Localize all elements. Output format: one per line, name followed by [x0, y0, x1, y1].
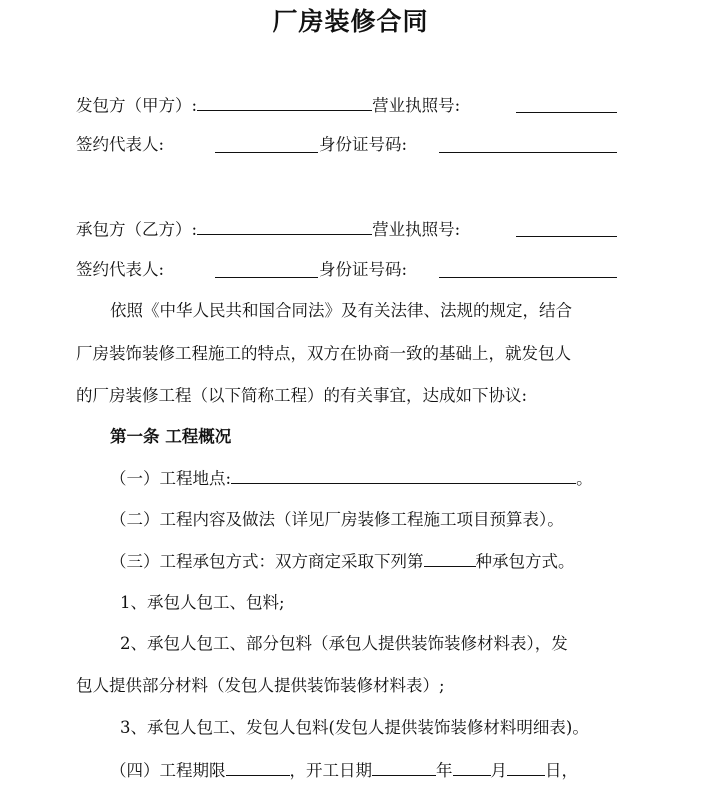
- party-b-name-blank: [197, 218, 372, 235]
- option-2-line-1: 2、承包人包工、部分包料（承包人提供装饰装修材料表），发: [120, 634, 568, 653]
- intro-line-3: 的厂房装修工程（以下简称工程）的有关事宜，达成如下协议:: [76, 386, 528, 405]
- party-b-license-label: 营业执照号:: [372, 220, 461, 239]
- party-b-rep-label: 签约代表人:: [76, 260, 165, 279]
- start-year-blank: [372, 759, 436, 776]
- party-b-id-blank: [439, 261, 617, 278]
- item3-pre: （三）工程承包方式：双方商定采取下列第: [110, 552, 424, 571]
- intro-line-2: 厂房装饰装修工程施工的特点，双方在协商一致的基础上，就发包人: [76, 344, 571, 363]
- article1-item2: （二）工程内容及做法（详见厂房装修工程施工项目预算表）。: [110, 510, 564, 529]
- start-month-blank: [453, 759, 491, 776]
- start-day-blank: [507, 759, 545, 776]
- party-b-rep-blank: [215, 261, 318, 278]
- party-b-id-row: [319, 259, 407, 281]
- party-a-id-label: 身份证号码:: [319, 135, 408, 154]
- item3-choice-blank: [424, 550, 476, 567]
- party-a-name-blank: [197, 94, 372, 111]
- option-1: 1、承包人包工、包料;: [120, 593, 285, 612]
- intro-line-1: 依照《中华人民共和国合同法》及有关法律、法规的规定，结合: [110, 301, 572, 320]
- month-label: 月: [490, 761, 507, 780]
- article1-item1: [110, 467, 593, 490]
- party-b-row: [76, 218, 460, 241]
- article1-item3: [110, 550, 575, 573]
- page-title: 厂房装修合同: [272, 7, 429, 36]
- party-a-rep-row: [76, 134, 164, 156]
- item4-pre: （四）工程期限: [110, 761, 226, 780]
- item1-end: 。: [576, 469, 593, 488]
- item4-mid: ，开工日期: [289, 761, 372, 780]
- item3-post: 种承包方式。: [475, 552, 575, 571]
- party-a-license-blank: [516, 96, 617, 113]
- party-b-label: 承包方（乙方）:: [76, 220, 198, 239]
- party-b-rep-row: [76, 259, 164, 281]
- party-a-row: [76, 94, 460, 117]
- party-a-rep-blank: [215, 136, 318, 153]
- item1-label: （一）工程地点:: [110, 469, 232, 488]
- option-2-line-2: 包人提供部分材料（发包人提供装饰装修材料表）;: [76, 676, 445, 695]
- party-a-license-label: 营业执照号:: [372, 96, 461, 115]
- party-a-rep-label: 签约代表人:: [76, 135, 165, 154]
- item4-duration-blank: [226, 759, 290, 776]
- year-label: 年: [436, 761, 453, 780]
- day-label: 日，: [545, 761, 578, 780]
- article1-heading: 第一条 工程概况: [110, 427, 232, 446]
- party-b-id-label: 身份证号码:: [319, 260, 408, 279]
- party-a-label: 发包方（甲方）:: [76, 96, 198, 115]
- option-3: 3、承包人包工、发包人包料(发包人提供装饰装修材料明细表)。: [120, 718, 589, 737]
- party-a-id-blank: [439, 136, 617, 153]
- item1-location-blank: [231, 467, 576, 484]
- party-a-id-row: [319, 134, 407, 156]
- article1-item4: [110, 759, 578, 782]
- party-b-license-blank: [516, 220, 617, 237]
